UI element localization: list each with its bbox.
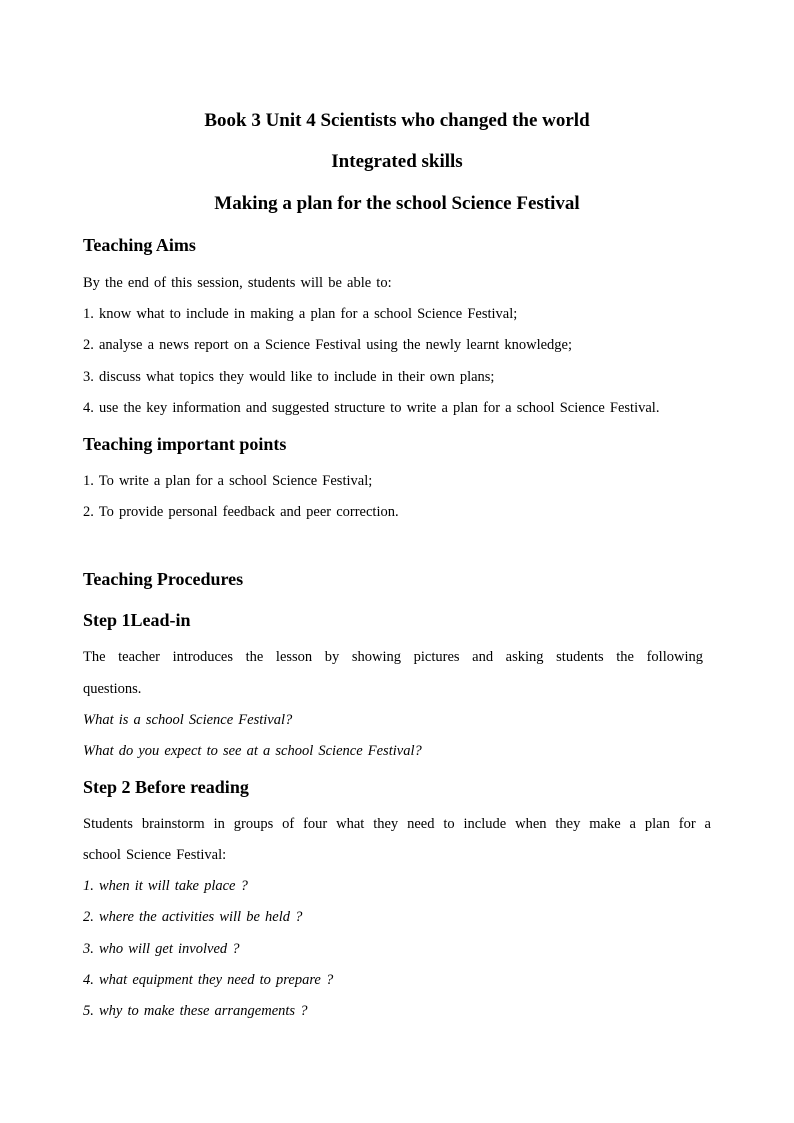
procedures-heading: Teaching Procedures xyxy=(83,569,244,589)
teaching-aims-heading: Teaching Aims xyxy=(83,235,196,255)
step1-text-line-2: questions. xyxy=(83,681,142,697)
step2-list-item: 3. who will get involved ? xyxy=(83,941,240,957)
step2-list-item: 4. what equipment they need to prepare ? xyxy=(83,972,334,988)
important-points-heading: Teaching important points xyxy=(83,434,287,454)
step2-heading: Step 2 Before reading xyxy=(83,777,249,797)
title-line-2: Integrated skills xyxy=(331,151,463,172)
teaching-aim-item: 1. know what to include in making a plan for a school Science Festival; xyxy=(83,306,518,322)
step2-list-item: 5. why to make these arrangements ? xyxy=(83,1003,308,1019)
teaching-aim-item: 4. use the key information and suggested structure to write a plan for a school Science Festival. xyxy=(83,400,660,416)
step2-text-line-2: school Science Festival: xyxy=(83,847,227,863)
step2-list-item: 1. when it will take place ? xyxy=(83,878,248,894)
step1-question: What is a school Science Festival? xyxy=(83,712,293,728)
important-point-item: 1. To write a plan for a school Science Festival; xyxy=(83,473,373,489)
step1-heading: Step 1Lead-in xyxy=(83,610,191,630)
step2-text-line-1: Students brainstorm in groups of four what they need to include when they make a plan for a xyxy=(83,816,711,832)
teaching-aim-item: 2. analyse a news report on a Science Festival using the newly learnt knowledge; xyxy=(83,337,573,353)
step1-question: What do you expect to see at a school Science Festival? xyxy=(83,743,422,759)
important-point-item: 2. To provide personal feedback and peer correction. xyxy=(83,504,399,520)
step2-list-item: 2. where the activities will be held ? xyxy=(83,909,303,925)
title-line-3: Making a plan for the school Science Festival xyxy=(214,193,580,214)
step1-text-line-1: The teacher introduces the lesson by showing pictures and asking students the following xyxy=(83,649,703,665)
teaching-aims-intro: By the end of this session, students will be able to: xyxy=(83,275,392,291)
teaching-aim-item: 3. discuss what topics they would like to include in their own plans; xyxy=(83,369,495,385)
title-line-1: Book 3 Unit 4 Scientists who changed the world xyxy=(204,110,590,131)
